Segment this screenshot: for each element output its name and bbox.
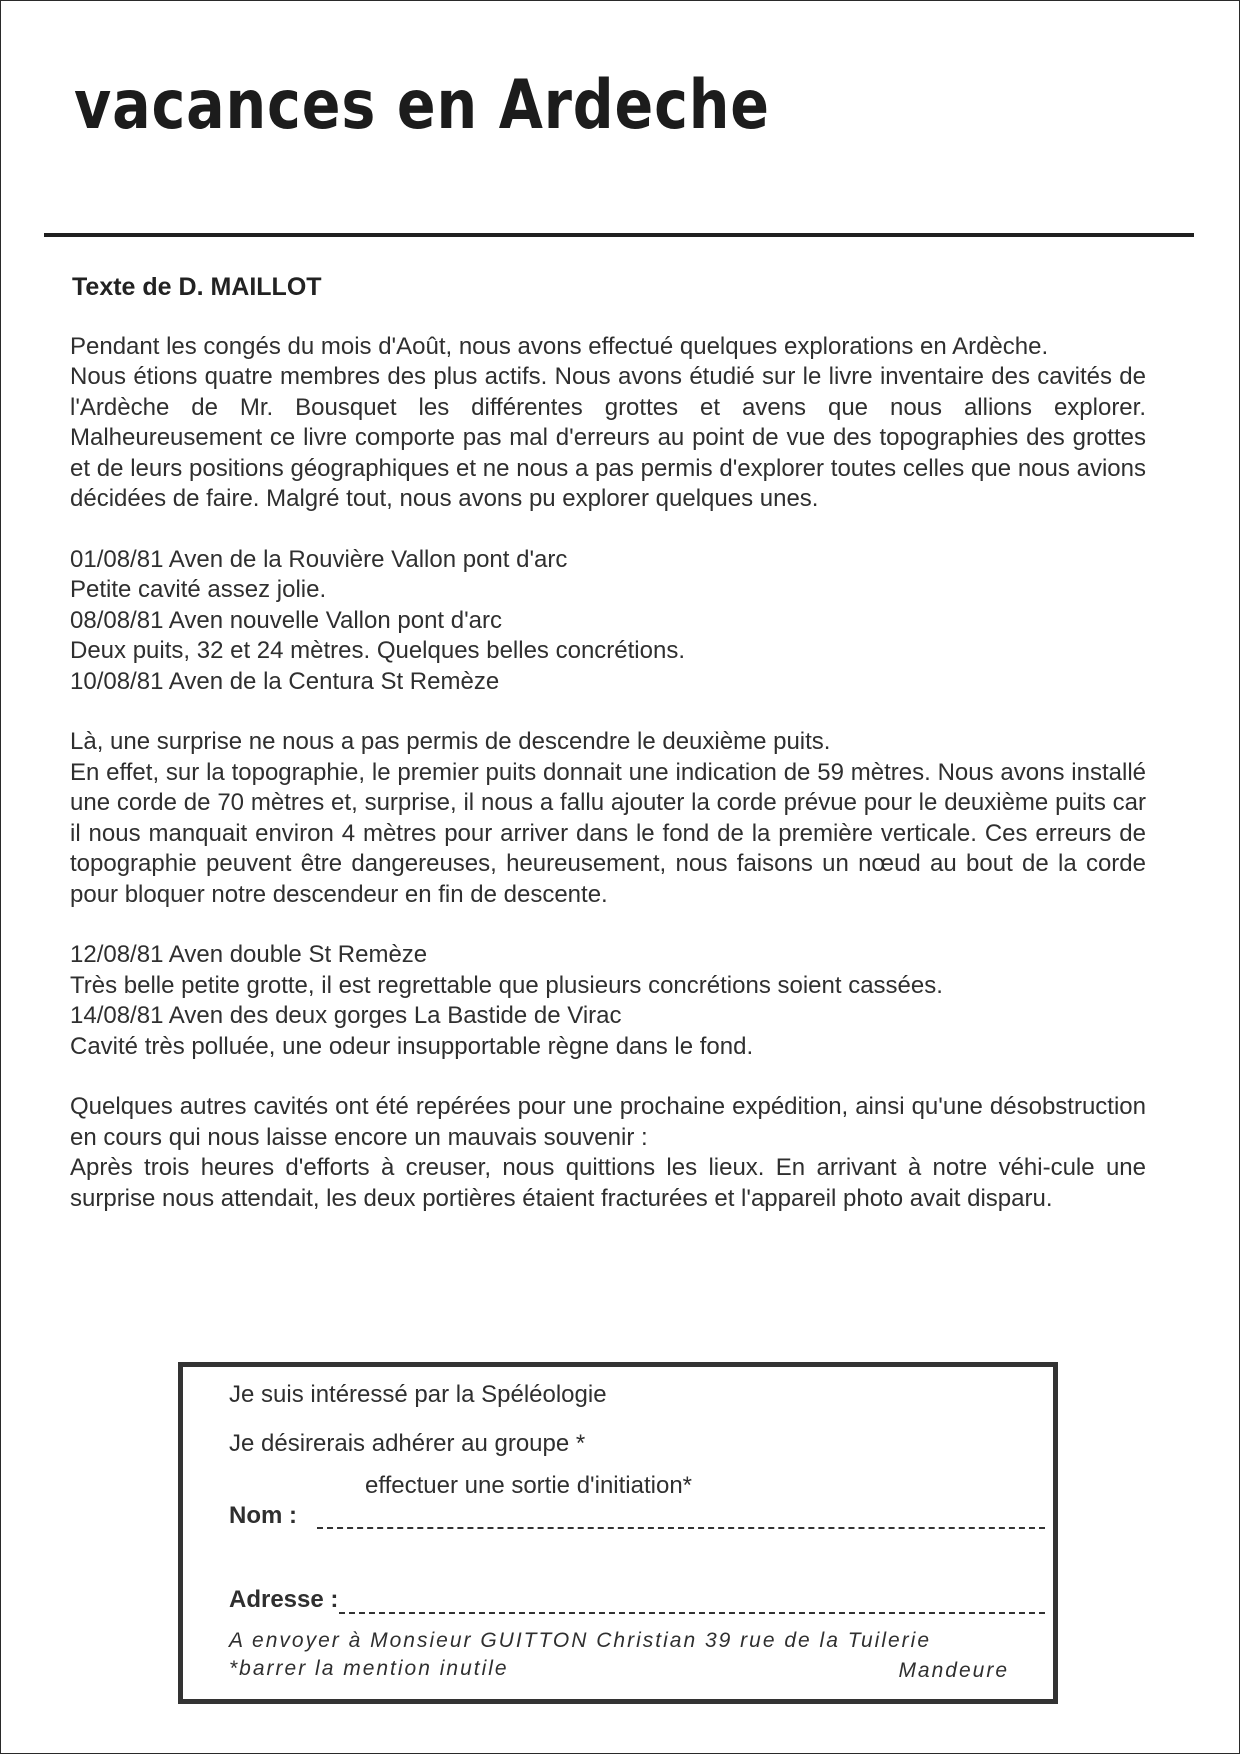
- log-entry: 12/08/81 Aven double St Remèze: [70, 941, 428, 968]
- exploration-log-1: [70, 545, 1146, 698]
- coupon-adresse-label: Adresse :: [229, 1586, 339, 1613]
- intro-text: Pendant les congés du mois d'Août, nous avons effectué quelques explorations en Ardèche.: [70, 332, 1049, 360]
- article-author: Texte de D. MAILLOT: [72, 273, 322, 301]
- paragraph-5-text: Après trois heures d'efforts à creuser, nous quittions les lieux. En arrivant à notre véhi-cule une surprise nous attendait, les deux portières étaient fracturées et l'appareil photo avait disparu.: [70, 1154, 1146, 1212]
- log-entry: 01/08/81 Aven de la Rouvière Vallon pont d'arc: [70, 545, 568, 573]
- log-entry: 10/08/81 Aven de la Centura St Remèze: [70, 667, 500, 695]
- coupon-interest-line: Je suis intéressé par la Spéléologie: [229, 1381, 607, 1408]
- article-paragraph: [70, 332, 1146, 515]
- coupon-send-to: A envoyer à Monsieur GUITTON Christian 39 rue de la Tuilerie: [229, 1629, 932, 1652]
- log-entry: 14/08/81 Aven des deux gorges La Bastide de Virac: [70, 1002, 622, 1029]
- article-body: [68, 272, 1146, 1244]
- log-entry: Petite cavité assez jolie.: [70, 576, 327, 603]
- log-entry: Deux puits, 32 et 24 mètres. Quelques belles concrétions.: [70, 637, 685, 664]
- paragraph-3-text: En effet, sur la topographie, le premier puits donnait une indication de 59 mètres. Nous avons installé une corde de 70 mètres et, surprise, il nous a fallu ajouter la corde prévue pour le deuxième puits car il nous manquait environ 4 mètres pour arriver dans le fond de la première verticale. Ces erreurs de topographie peuvent être dangereuses, heureusement, nous faisons un nœud au bout de la corde pour bloquer notre descendeur en fin de descente.: [70, 758, 1146, 908]
- coupon-town: Mandeure: [898, 1659, 1009, 1682]
- exploration-log-2: [70, 940, 1146, 1062]
- coupon-footnote: *barrer la mention inutile: [229, 1657, 509, 1680]
- title-divider: [44, 233, 1194, 237]
- log-entry: Cavité très polluée, une odeur insupportable règne dans le fond.: [70, 1032, 754, 1060]
- log-entry: 08/08/81 Aven nouvelle Vallon pont d'arc: [70, 606, 503, 634]
- log-entry: Très belle petite grotte, il est regrettable que plusieurs concrétions soient cassées.: [70, 971, 943, 999]
- coupon-initiation-option[interactable]: effectuer une sortie d'initiation*: [365, 1472, 693, 1499]
- paragraph-2-text: Là, une surprise ne nous a pas permis de descendre le deuxième puits.: [70, 728, 831, 755]
- page-title: vacances en Ardeche: [74, 66, 770, 145]
- paragraph-4-text: Quelques autres cavités ont été repérées pour une prochaine expédition, ainsi qu'une désobstruction en cours qui nous laisse encore un mauvais souvenir :: [70, 1093, 1146, 1151]
- coupon-nom-label: Nom :: [229, 1502, 297, 1529]
- paragraph-1-text: Nous étions quatre membres des plus actifs. Nous avons étudié sur le livre inventaire des cavités de l'Ardèche de Mr. Bousquet les différentes grottes et avens que nous allions explorer. Malheureusement ce livre comporte pas mal d'erreurs au point de vue des topographies des grottes et de leurs positions géographiques et ne nous a pas permis d'explorer toutes celles que nous avions décidées de faire. Malgré tout, nous avons pu explorer quelques unes.: [70, 363, 1146, 512]
- article-paragraph: [70, 1092, 1146, 1214]
- article-paragraph: [70, 727, 1146, 910]
- coupon-join-option[interactable]: Je désirerais adhérer au groupe *: [229, 1430, 586, 1457]
- membership-coupon: [178, 1362, 1058, 1704]
- coupon-nom-field[interactable]: [317, 1527, 1045, 1529]
- coupon-adresse-field[interactable]: [339, 1612, 1045, 1614]
